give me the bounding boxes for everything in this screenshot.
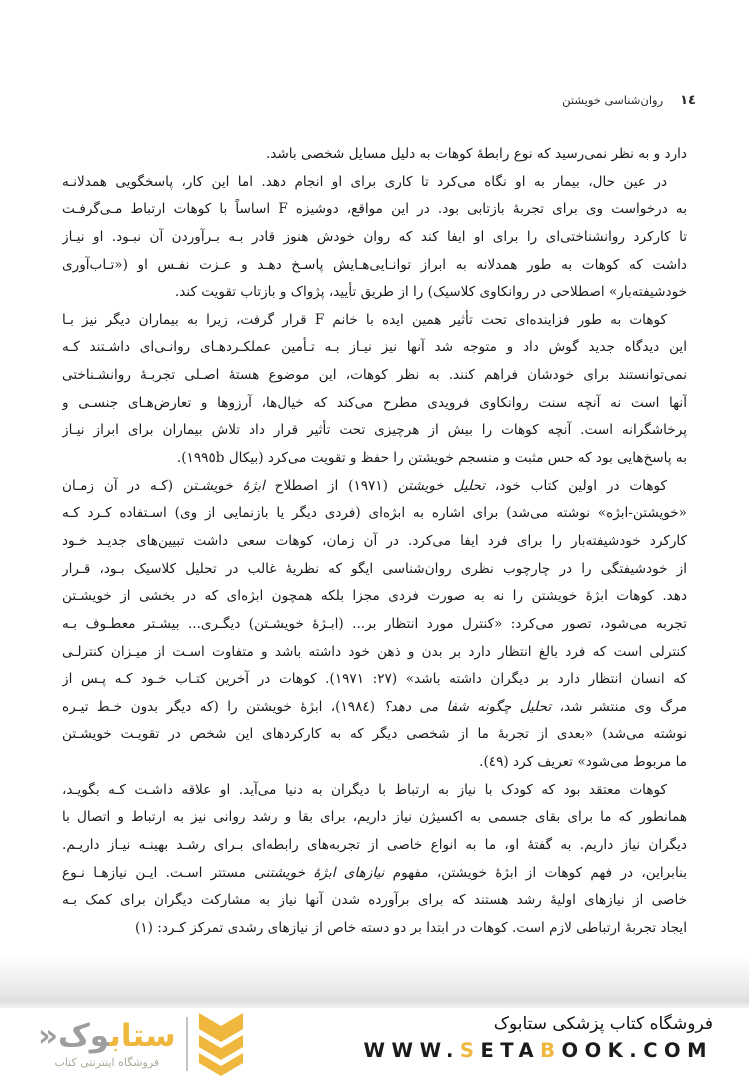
text-line: کوهات در اولین کتاب خود، تحلیل خویشتن (١٩٧١) از اصطلاح ابژۀ خویشـتن (کـه در آن زمـان <box>62 477 667 494</box>
text-line: از خودشیفتگی را در چارچوب نظری روان‌شناسی ایگو که نظریۀ غالب در تحلیل کلاسیک بـود، قـرار <box>62 560 687 577</box>
store-info <box>364 1014 713 1062</box>
body-text <box>62 141 687 943</box>
logo-text-block <box>38 1019 176 1069</box>
text-segment: S <box>459 1039 481 1062</box>
text-line: نمی‌توانستند برای خودشان فراهم کنند. به نظر کوهات، این موضوع هستۀ اصـلی تجربـۀ روانشـناختی <box>62 367 687 384</box>
text-segment: OOK.COM <box>561 1039 713 1062</box>
paragraph <box>62 169 687 307</box>
paragraph <box>62 473 687 777</box>
text-segment: وک <box>58 1018 110 1054</box>
logo-wordmark <box>38 1019 176 1053</box>
text-line: دارد و به نظر نمی‌رسید که نوع رابطۀ کوهات به دلیل مسایل شخصی باشد. <box>265 146 687 162</box>
text-line: بنابراین، در فهم کوهات از ابژۀ خویشتن، مفهوم نیازهای ابژۀ خویشتنی مستتر اسـت. ایـن نیازهـا نـوع <box>62 864 687 881</box>
text-line: دیگران نیاز داریم. به گفتۀ او، ما به انواع خاصی از تجربه‌های رابطه‌ای بـرای رشـد بهینـه نیـاز داریـم. <box>62 837 687 854</box>
running-title: روان‌شناسی خویشتن <box>562 93 664 107</box>
page-bottom-shadow <box>0 956 749 1012</box>
text-line: تجربه می‌شود، تصور می‌کرد: «کنترل مورد انتظار بر... (ابـژۀ خویشـتن) دیگـری... بیشـتر معطـوف بـه <box>62 615 687 632</box>
text-line: نوشته می‌شد) «بعدی از تجربۀ ما از شخصی دیگر که به کارکردهای این شخص در تقویـت خویشـتن <box>62 726 687 743</box>
text-segment: WWW. <box>363 1039 460 1062</box>
paragraph <box>62 307 687 473</box>
text-line: کوهات به طور فزاینده‌ای تحت تأثیر همین ایده با خانم F قرار گرفت، زیرا به بیماران دیگر نیز بـا <box>62 311 667 328</box>
text-segment: « <box>38 1018 59 1054</box>
text-line: کنترلی است که فرد بالغ انتظار دارد بر بدن و ذهن خود داشته باشد و متفاوت اسـت از میـزان کنترلـی <box>62 643 687 660</box>
text-segment: B <box>540 1039 562 1062</box>
logo-divider <box>186 1017 188 1071</box>
text-line: کوهات معتقد بود که کودک با نیاز به ارتباط با دیگران به دنیا می‌آید. او علاقه داشـت کـه بگویـد، <box>62 781 667 798</box>
text-line: مرگ وی منتشر شد، تحلیل چگونه شفا می دهد؟ (١٩٨٤)، ابژۀ خویشتن را (که دیگر بدون خـط تیـره <box>62 698 687 715</box>
text-line: که انسان انتظار دارد بر دیگران داشته باشد» (٢٧: ١٩٧١). کوهات در آخرین کتـاب خـود کـه پـس از <box>62 671 687 688</box>
logo-tagline: فروشگاه اینترنتی کتاب <box>54 1056 160 1069</box>
text-line: آنها است نه آنچه سنت روانکاوی فرویدی مطرح می‌کند که خیال‌ها، آرزوها و تعارض‌هـای جنسـی و <box>62 394 687 411</box>
store-logo <box>38 1012 244 1076</box>
text-line: به درخواست وی برای تجربۀ بازتابی بود. در این مواقع، دوشیزه F اساساً با کوهات ارتباط مـی‌گرفـت <box>62 201 687 218</box>
store-title: فروشگاه کتاب پزشکی ستابوک <box>493 1014 713 1034</box>
text-line: در عین حال، بیمار به او نگاه می‌کرد تا کاری برای او انجام دهد. اما این کار، پاسخگویی همدلانـه <box>62 173 667 190</box>
text-line: ایجاد تجربۀ ارتباطی لازم است. کوهات در ابتدا بر دو دسته خاص از نیازهای رشدی تمرکز کـرد: (١) <box>135 919 687 936</box>
page-number: ١٤ <box>680 93 696 108</box>
paragraph <box>62 777 687 943</box>
triple-chevron-down-icon <box>198 1012 244 1076</box>
text-line: کارکرد خودشیفته‌بار را برای فرد ایفا می‌کرد. در آن زمان، کوهات سعی داشت تبیین‌های جدیـد خـود <box>62 532 687 549</box>
text-line: همانطور که ما برای بقای جسمی به اکسیژن نیاز داریم، برای بقا و رشد روانی نیز به ارتباط و اتصال با <box>62 809 687 826</box>
page-header <box>562 93 696 108</box>
text-line: تا کارکرد روانشناختی‌ای را برای او ایفا کند که روان خودش هنوز قادر بـه بـرآوردن آن نبـود. او نیـاز <box>62 228 687 245</box>
text-line: ما مربوط می‌شود» تعریف کرد (٤٩). <box>479 754 687 771</box>
text-line: خاصی از نیازهای اولیۀ رشد هستند که برای برآورده شدن آنها نیاز به مشارکت دیگران برای کمک بـه <box>62 892 687 909</box>
text-segment: ETA <box>480 1039 541 1062</box>
text-line: این دیدگاه جدید گوش داد و متوجه شد آنها نیز نیـاز بـه تـأمین عملکـردهـای روانـی‌ای داشـتند کـه <box>62 339 687 356</box>
store-url <box>364 1039 713 1062</box>
text-segment: ستاب <box>109 1018 176 1054</box>
text-line: خودشیفته‌بار» اصطلاحی در روانکاوی کلاسیک) را از طریق تأیید، پژواک و بازتاب تقویت کند. <box>174 284 687 301</box>
text-line: پرخاشگرانه است. آنچه کوهات را بیش از هرچیزی تحت تأثیر قرار داد تلاش بیماران برای ابراز نیـاز <box>62 422 687 439</box>
text-line: به پاسخ‌هایی بود که حس مثبت و منسجم خویشتن را حفظ و تقویت می‌کرد (بیکال ١٩٩٥b). <box>176 450 687 467</box>
footer-banner <box>0 1008 749 1079</box>
paragraph <box>62 141 687 169</box>
text-line: داشت که کوهات به طور همدلانه به ابراز توانـایی‌هـایش پاسـخ دهـد و عـزت نفـس او («تـاب‌آوری <box>62 256 687 273</box>
text-line: «خویشتن-ابژه» نوشته می‌شد) برای اشاره به ابژه‌ای (فردی دیگر یا بازنمایی از وی) اسـتفاده کـرد کـه <box>62 505 687 522</box>
text-line: دهد. کوهات ابژۀ خویشتن را نه به صورت فردی مجزا بلکه همچون ابژه‌ای که در بخشی از خویشـتن <box>62 588 687 605</box>
